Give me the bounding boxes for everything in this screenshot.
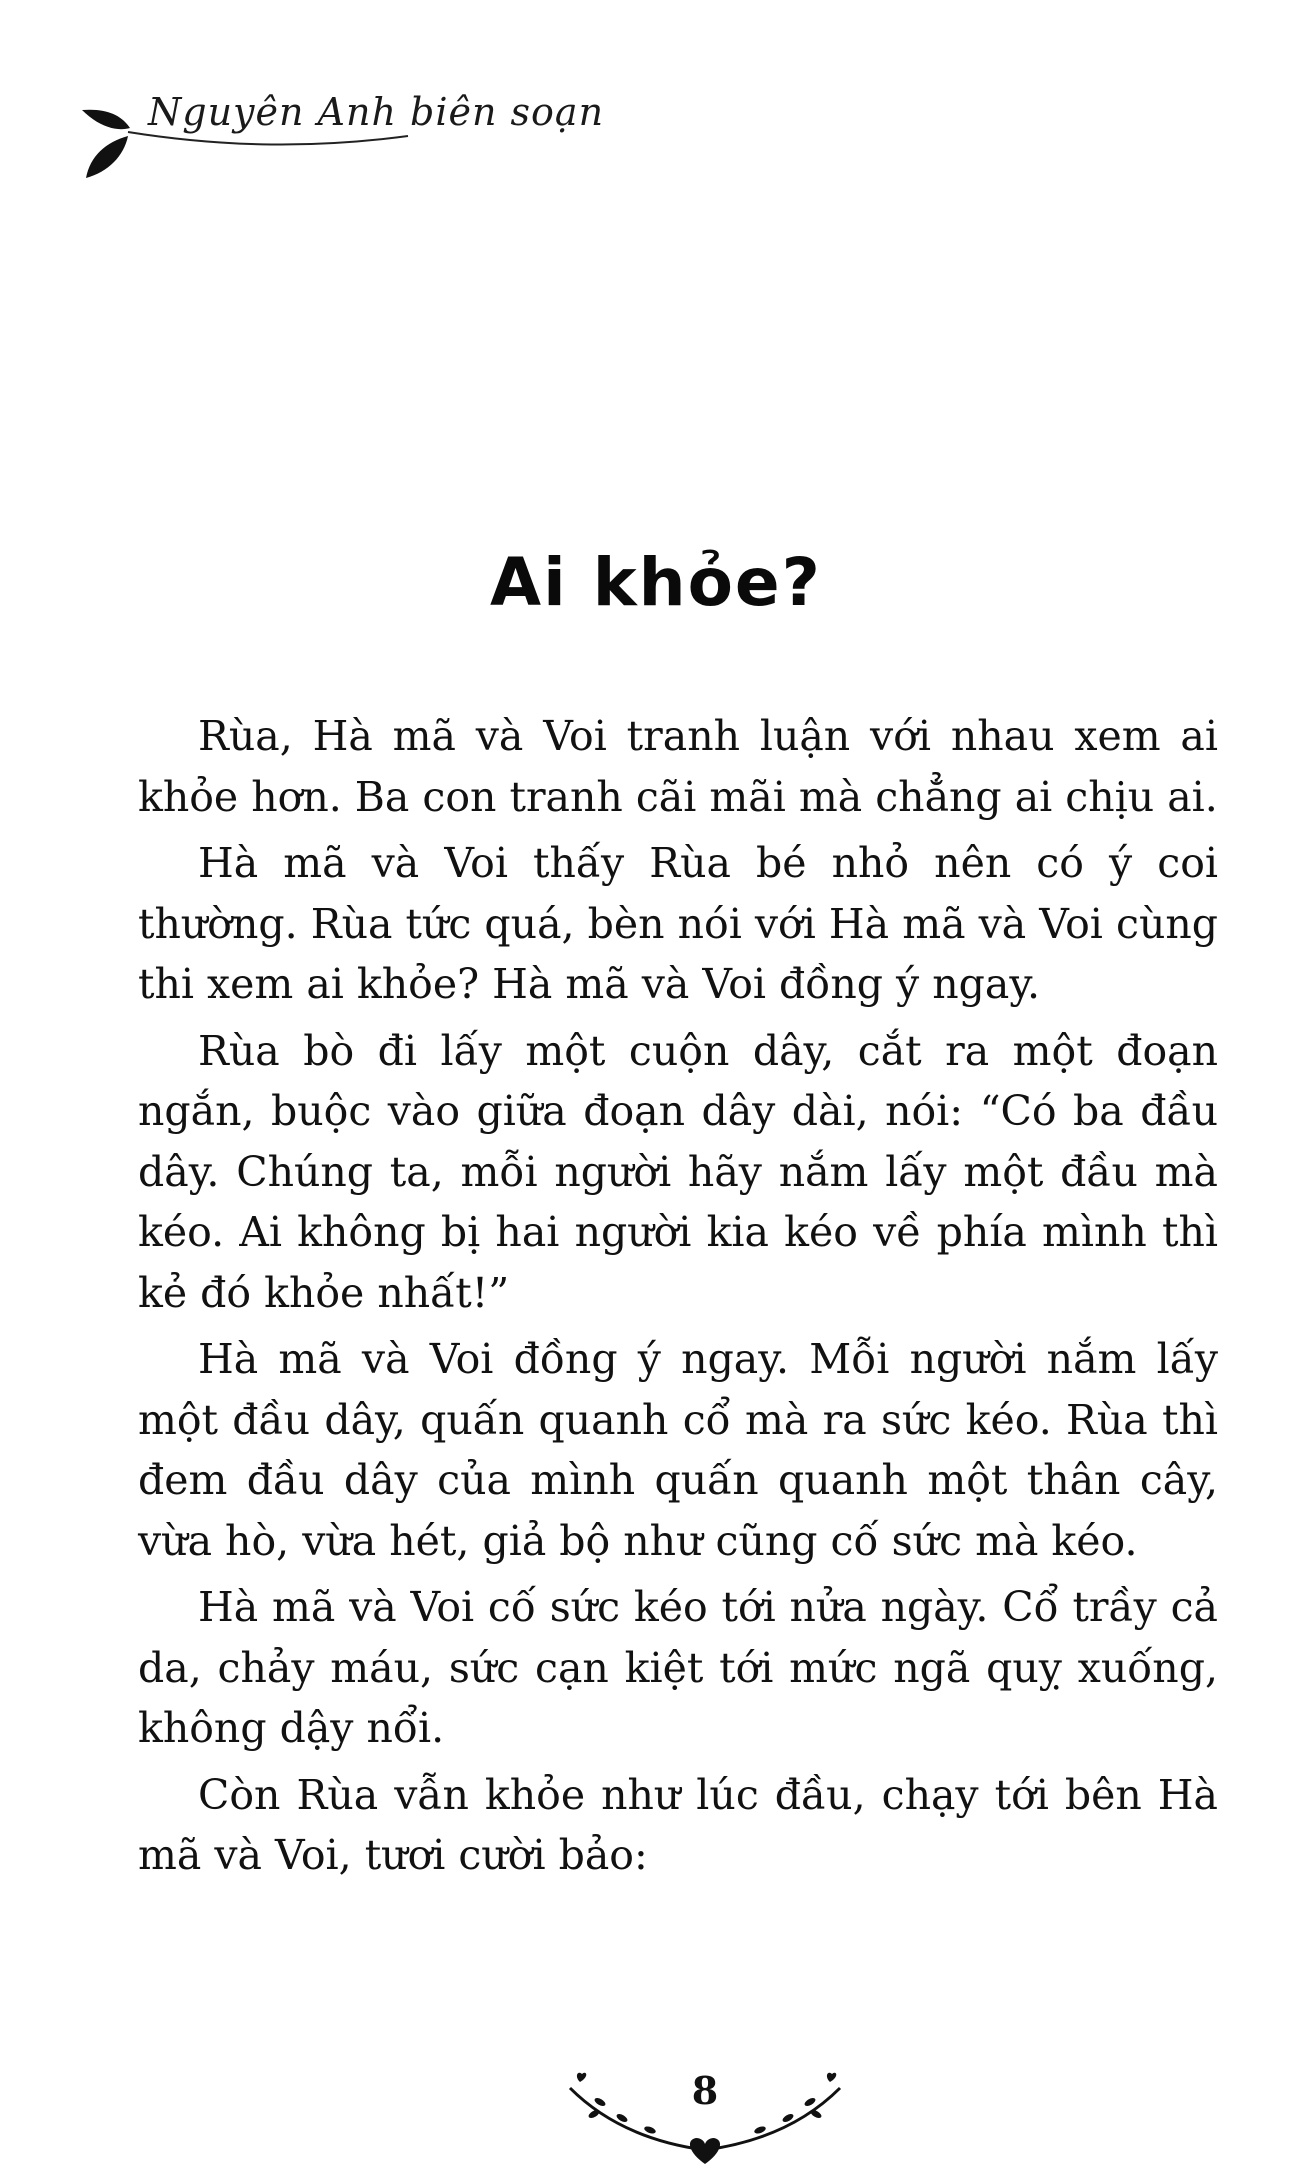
story-paragraph: Còn Rùa vẫn khỏe như lúc đầu, chạy tới bên Hà mã và Voi, tươi cười bảo:: [138, 1770, 1218, 1879]
page-header: [78, 82, 605, 192]
story-paragraph: Hà mã và Voi cố sức kéo tới nửa ngày. Cổ trầy cả da, chảy máu, sức cạn kiệt tới mức ngã quỵ xuống, không dậy nổi.: [138, 1583, 1218, 1752]
page-title: Ai khỏe?: [490, 544, 822, 622]
story-paragraph: Hà mã và Voi đồng ý ngay. Mỗi người nắm lấy một đầu dây, quấn quanh cổ mà ra sức kéo. Rùa thì đem đầu dây của mình quấn quanh một thân cây, vừa hò, vừa hét, giả bộ như cũng cố sức mà kéo.: [138, 1335, 1218, 1565]
page-footer: [560, 2068, 850, 2168]
story-paragraph: Rùa, Hà mã và Voi tranh luận với nhau xem ai khỏe hơn. Ba con tranh cãi mãi mà chẳng ai chịu ai.: [138, 712, 1218, 821]
page-number: 8: [691, 2068, 719, 2113]
story-paragraph: Rùa bò đi lấy một cuộn dây, cắt ra một đoạn ngắn, buộc vào giữa đoạn dây dài, nói: “Có ba đầu dây. Chúng ta, mỗi người hãy nắm lấy một đầu mà kéo. Ai không bị hai người kia kéo về phía mình thì kẻ đó khỏe nhất!”: [138, 1026, 1218, 1317]
author-credit: Nguyên Anh biên soạn: [148, 90, 605, 134]
story-body: [138, 706, 1218, 1892]
story-paragraph: Hà mã và Voi thấy Rùa bé nhỏ nên có ý coi thường. Rùa tức quá, bèn nói với Hà mã và Voi cùng thi xem ai khỏe? Hà mã và Voi đồng ý ngay.: [138, 839, 1218, 1008]
